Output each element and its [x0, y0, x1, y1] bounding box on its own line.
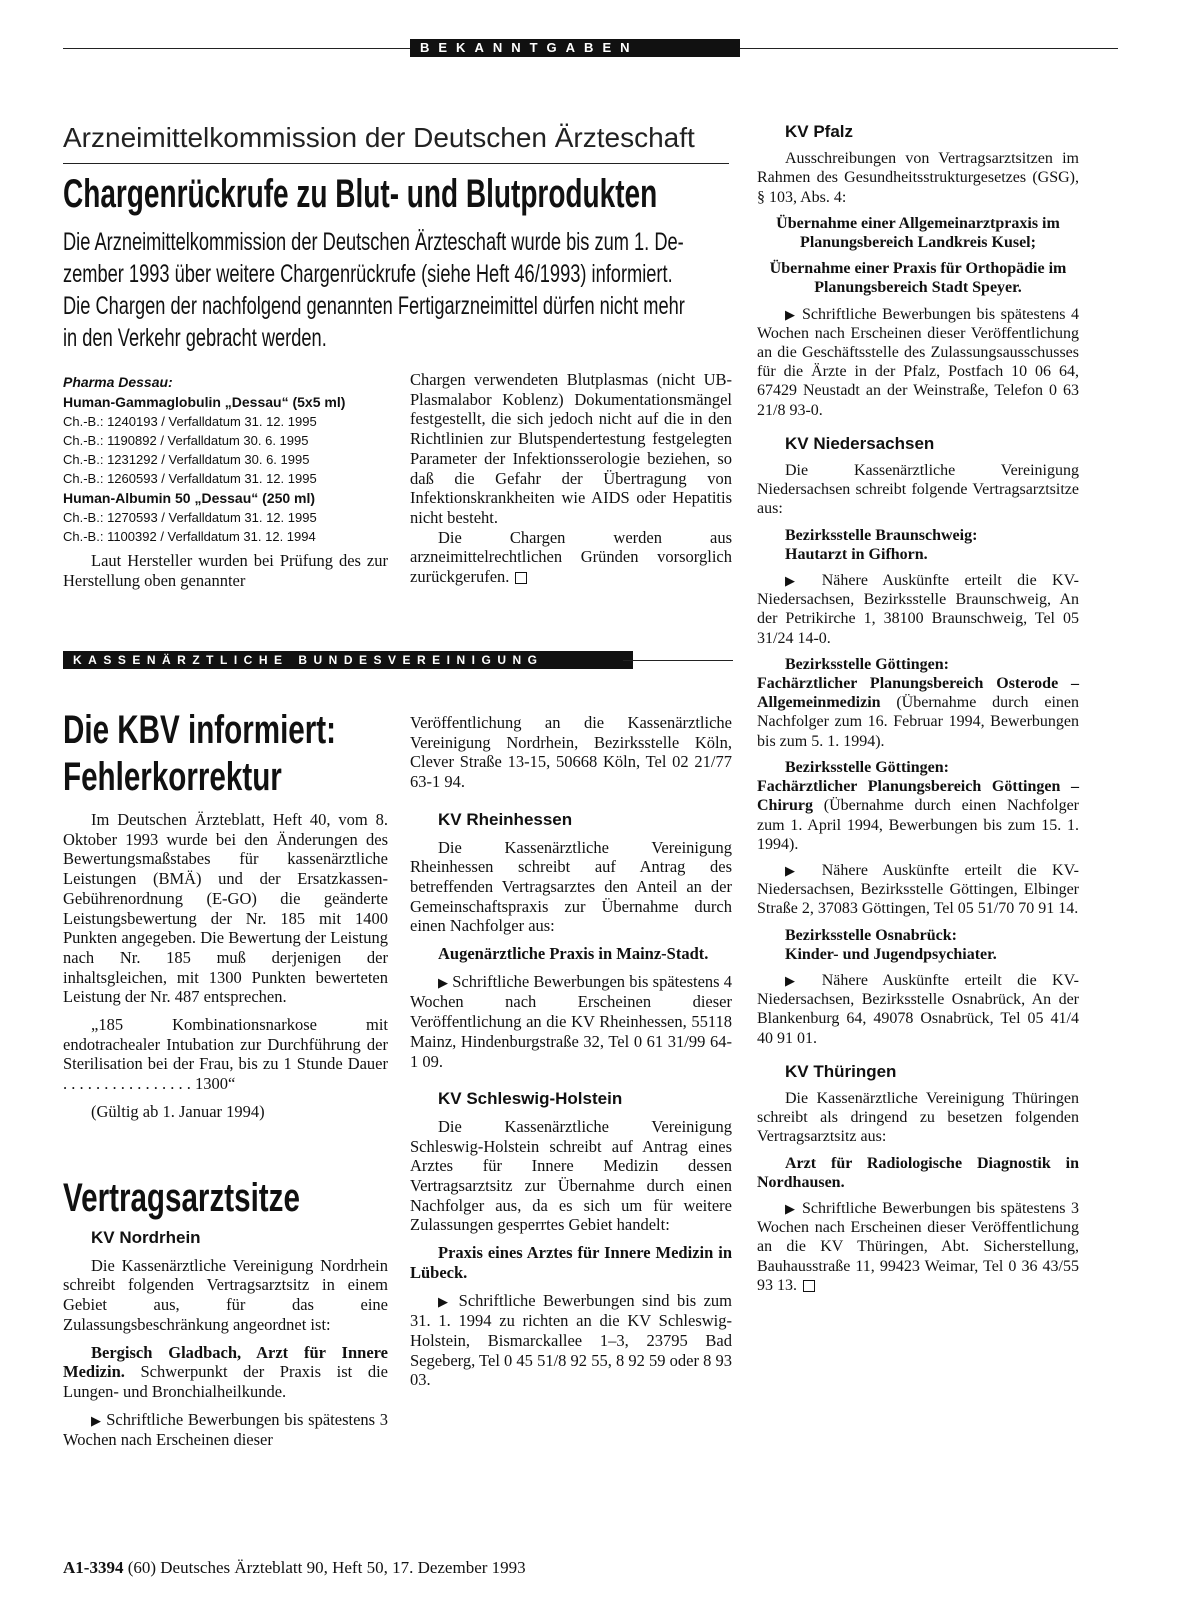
article-kicker: Arzneimittelkommission der Deutschen Ärzteschaft — [63, 122, 695, 153]
vacancy-title: Arzt für Radiologische Diagnostik in Nordhausen. — [757, 1154, 1079, 1191]
apply-paragraph — [410, 1291, 732, 1391]
body-paragraph: Die Kassenärztliche Vereinigung Niedersachsen schreibt folgende Vertragsarztsitze aus: — [757, 462, 1079, 518]
kv-heading: KV Nordrhein — [91, 1228, 201, 1247]
lead-line: Die Arzneimittelkommission der Deutschen Ärzteschaft wurde bis zum 1. De- — [63, 228, 684, 256]
kbv-banner: KASSENÄRZTLICHE BUNDESVEREINIGUNG — [63, 651, 633, 669]
vacancy-title: Augenärztliche Praxis in Mainz-Stadt. — [438, 944, 709, 964]
apply-text: Schriftliche Bewerbungen bis spätestens 4 Wochen nach Erscheinen dieser Veröffentlichung an die KV Rheinhessen, 55118 Mainz, Hindenburgstraße 32, Tel 0 61 31/99 64-1 09. — [410, 971, 732, 1071]
batch-line: Ch.-B.: 1231292 / Verfalldatum 30. 6. 1995 — [63, 452, 310, 467]
triangle-bullet-icon: ▶ — [785, 972, 807, 988]
kv-heading: KV Niedersachsen — [785, 433, 935, 453]
apply-paragraph — [757, 571, 1079, 648]
vacancy-paragraph — [757, 777, 1079, 854]
article-headline: Chargenrückrufe zu Blut- und Blutprodukten — [63, 172, 658, 216]
valid-note: (Gültig ab 1. Januar 1994) — [91, 1101, 265, 1121]
district-heading: Bezirksstelle Osnabrück: — [785, 926, 957, 944]
apply-paragraph — [757, 1199, 1079, 1295]
apply-text: Schriftliche Bewerbungen bis spätestens 3 Wochen nach Erscheinen dieser — [63, 1409, 388, 1450]
district-heading: Bezirksstelle Göttingen: — [785, 655, 949, 673]
body-paragraph: Chargen verwendeten Blutplasmas (nicht UB-Plasmalabor Koblenz) Dokumentationsmängel festgestellt, die sich jedoch nicht auf die in den Richtlinien zur Blutspendertestung festgelegten Parameter der Infektionsserologie beziehen, so daß die Gefahr der Übertragung von Infektionskrankheiten wie AIDS oder Hepatitis nicht besteht. — [410, 370, 732, 527]
batch-line: Ch.-B.: 1270593 / Verfalldatum 31. 12. 1995 — [63, 510, 317, 525]
end-box-icon — [803, 1280, 815, 1292]
vacancy-title: Praxis eines Arztes für Innere Medizin in Lübeck. — [410, 1243, 732, 1282]
batch-line: Ch.-B.: 1190892 / Verfalldatum 30. 6. 1995 — [63, 433, 309, 448]
vacancy-title: Hautarzt in Gifhorn. — [785, 545, 928, 563]
batch-line: Ch.-B.: 1240193 / Verfalldatum 31. 12. 1995 — [63, 414, 317, 429]
body-paragraph: Die Kassenärztliche Vereinigung Nordrhein schreibt folgenden Vertragsarztsitz in einem Gebiet aus, für das eine Zulassungsbeschränkung angeordnet ist: — [63, 1255, 388, 1334]
body-paragraph: Die Kassenärztliche Vereinigung Rheinhessen schreibt auf Antrag des betreffenden Vertragsarztes den Anteil an der Gemeinschaftspraxis zur Übernahme durch einen Nachfolger aus: — [410, 837, 732, 936]
body-paragraph: Laut Hersteller wurden bei Prüfung des zur Herstellung oben genannter — [63, 551, 388, 590]
vacancy-text: (Übernahme durch einen Nachfolger zum 16. Februar 1994, Bewerbungen bis zum 5. 1. 1994). — [757, 694, 1079, 750]
lead-line: zember 1993 über weitere Chargenrückrufe (siehe Heft 46/1993) informiert. — [63, 260, 673, 288]
footer-citation: (60) Deutsches Ärzteblatt 90, Heft 50, 17. Dezember 1993 — [127, 1558, 526, 1577]
vacancy-title: Bergisch Gladbach, Arzt für Innere Medizin. — [63, 1342, 388, 1382]
triangle-bullet-icon: ▶ — [438, 1293, 452, 1309]
apply-paragraph — [410, 972, 732, 1072]
kv-heading: KV Schleswig-Holstein — [438, 1089, 623, 1109]
triangle-bullet-icon: ▶ — [91, 1412, 102, 1428]
kv-heading: KV Thüringen — [785, 1061, 897, 1081]
lead-line: Die Chargen der nachfolgend genannten Fertigarzneimittel dürfen nicht mehr — [63, 292, 685, 320]
body-paragraph: Veröffentlichung an die Kassenärztliche Vereinigung Nordrhein, Bezirksstelle Köln, Clever Straße 13-15, 50668 Köln, Tel 02 21/77 63-1 94. — [410, 713, 732, 792]
end-box-icon — [515, 572, 527, 584]
triangle-bullet-icon: ▶ — [785, 862, 807, 878]
vacancy-title: Fachärztlicher Planungsbereich Osterode – Allgemeinmedizin — [757, 675, 1079, 712]
body-paragraph — [410, 528, 732, 587]
company-name: Pharma Dessau: — [63, 374, 173, 390]
apply-text: Schriftliche Bewerbungen bis spätestens 4 Wochen nach Erscheinen dieser Veröffentlichung an die Geschäftsstelle des Zulassungsausschusses für die Ärzte in der Pfalz, Postfach 10 06 64, 67429 Neustadt an der Weinstraße, Telefon 0 63 21/8 93-0. — [757, 305, 1080, 419]
apply-paragraph — [757, 971, 1079, 1048]
column-2 — [410, 713, 732, 1390]
vacancy-title: Fachärztlicher Planungsbereich Göttingen – Chirurg — [757, 778, 1079, 815]
headline-line: Die KBV informiert: — [63, 708, 337, 752]
vacancy-text: Schwerpunkt der Praxis ist die Lungen- und Bronchialheilkunde. — [63, 1362, 388, 1401]
body-paragraph: Die Kassenärztliche Vereinigung Schleswig-Holstein schreibt auf Antrag eines Arztes für Innere Medizin dessen Vertragsarztsitz zur Übernahme durch einen Nachfolger aus, da es sich um für weitere Zulassungen gesperrtes Gebiet handelt: — [410, 1116, 732, 1235]
district-heading: Bezirksstelle Göttingen: — [785, 758, 949, 776]
kv-heading: KV Pfalz — [785, 122, 854, 141]
body-paragraph: Ausschreibungen von Vertragsarztsitzen im Rahmen des Gesundheitsstrukturgesetzes (GSG), § 103, Abs. 4: — [757, 150, 1079, 206]
kv-heading: KV Rheinhessen — [438, 809, 573, 829]
product-name: Human-Gammaglobulin „Dessau“ (5x5 ml) — [63, 394, 346, 410]
nordrhein-section — [63, 1228, 388, 1450]
batch-line: Ch.-B.: 1100392 / Verfalldatum 31. 12. 1994 — [63, 529, 316, 544]
apply-text: Nähere Auskünfte erteilt die KV-Niedersachsen, Bezirksstelle Göttingen, Elbinger Straße 2, 37083 Göttingen, Tel 05 51/70 70 91 14. — [757, 861, 1080, 918]
lead-line: in den Verkehr gebracht werden. — [63, 324, 327, 352]
vacancy-paragraph — [63, 1343, 388, 1402]
section-banner: BEKANNTGABEN — [410, 39, 740, 57]
recall-list — [63, 372, 388, 590]
triangle-bullet-icon: ▶ — [438, 974, 449, 990]
apply-text: Nähere Auskünfte erteilt die KV-Niedersachsen, Bezirksstelle Osnabrück, An der Blankenburg 64, 49078 Osnabrück, Tel 05 41/4 40 91 01. — [757, 971, 1080, 1047]
product-name: Human-Albumin 50 „Dessau“ (250 ml) — [63, 490, 316, 506]
vacancy-title: Übernahme einer Allgemeinarztpraxis im Planungsbereich Landkreis Kusel; — [776, 214, 1060, 252]
page-footer — [63, 1558, 526, 1578]
apply-paragraph — [63, 1410, 388, 1450]
vacancy-paragraph — [757, 674, 1079, 751]
kicker-rule — [63, 163, 729, 164]
batch-line: Ch.-B.: 1260593 / Verfalldatum 31. 12. 1995 — [63, 471, 317, 486]
body-paragraph: Die Kassenärztliche Vereinigung Thüringen schreibt als dringend zu besetzen folgenden Vertragsarztsitz aus: — [757, 1089, 1079, 1146]
page-number: A1-3394 — [63, 1558, 124, 1577]
body-paragraph: Im Deutschen Ärzteblatt, Heft 40, vom 8. Oktober 1993 wurde bei den Änderungen des Bewertungsmaßstabes für kassenärztliche Leistungen (BMÄ) und der Ersatzkassen-Gebührenordnung (E-GO) die geänderte Leistungsbewertung der Nr. 185 mit 1400 Punkten angegeben. Die Bewertung der Leistung nach Nr. 185 muß derjenigen der inhaltsgleichen, mit 1300 Punkten bewerteten Leistung der Nr. 487 entsprechen. — [63, 810, 388, 1007]
column-1 — [63, 810, 388, 1122]
kbv-banner-rule — [623, 660, 733, 661]
apply-text: Schriftliche Bewerbungen bis spätestens 3 Wochen nach Erscheinen dieser Veröffentlichung an die KV Thüringen, Abt. Sicherstellung, Bauhausstraße 11, 99423 Weimar, Tel 0 36 43/55 93 13. — [757, 1199, 1080, 1294]
vacancy-text: (Übernahme durch einen Nachfolger zum 1. April 1994, Bewerbungen bis zum 15. 1. 1994). — [757, 797, 1079, 853]
apply-text: Schriftliche Bewerbungen sind bis zum 31. 1. 1994 zu richten an die KV Schleswig-Holstein, Bismarckallee 1–3, 23795 Bad Segeberg, Tel 0 45 51/8 92 55, 8 92 59 oder 8 93 03. — [410, 1290, 732, 1390]
section-headline: Vertragsarztsitze — [63, 1176, 300, 1220]
paragraph-text: Die Chargen werden aus arzneimittelrechtlichen Gründen vorsorglich zurückgerufen. — [410, 527, 732, 587]
triangle-bullet-icon: ▶ — [785, 573, 807, 589]
apply-text: Nähere Auskünfte erteilt die KV-Niedersachsen, Bezirksstelle Braunschweig, An der Petrikirche 1, 38100 Braunschweig, Tel 05 31/24 14-0. — [757, 572, 1080, 647]
kbv-headline — [63, 707, 432, 801]
headline-line: Fehlerkorrektur — [63, 755, 282, 799]
vacancy-title: Kinder- und Jugendpsychiater. — [785, 945, 997, 963]
akdae-right-column — [410, 370, 732, 587]
triangle-bullet-icon: ▶ — [785, 306, 797, 322]
apply-paragraph — [757, 861, 1079, 919]
triangle-bullet-icon: ▶ — [785, 1200, 797, 1216]
quote-paragraph: „185 Kombinationsnarkose mit endotrachealer Intubation zur Durchführung der Sterilisation bei der Frau, bis zu 1 Stunde Dauer . . . . . . . . . . . . . . . . 1300“ — [63, 1015, 388, 1094]
apply-paragraph — [757, 305, 1079, 420]
district-heading: Bezirksstelle Braunschweig: — [785, 526, 978, 544]
vacancy-title: Übernahme einer Praxis für Orthopädie im Planungsbereich Stadt Speyer. — [769, 260, 1067, 297]
column-3 — [757, 122, 1079, 1295]
